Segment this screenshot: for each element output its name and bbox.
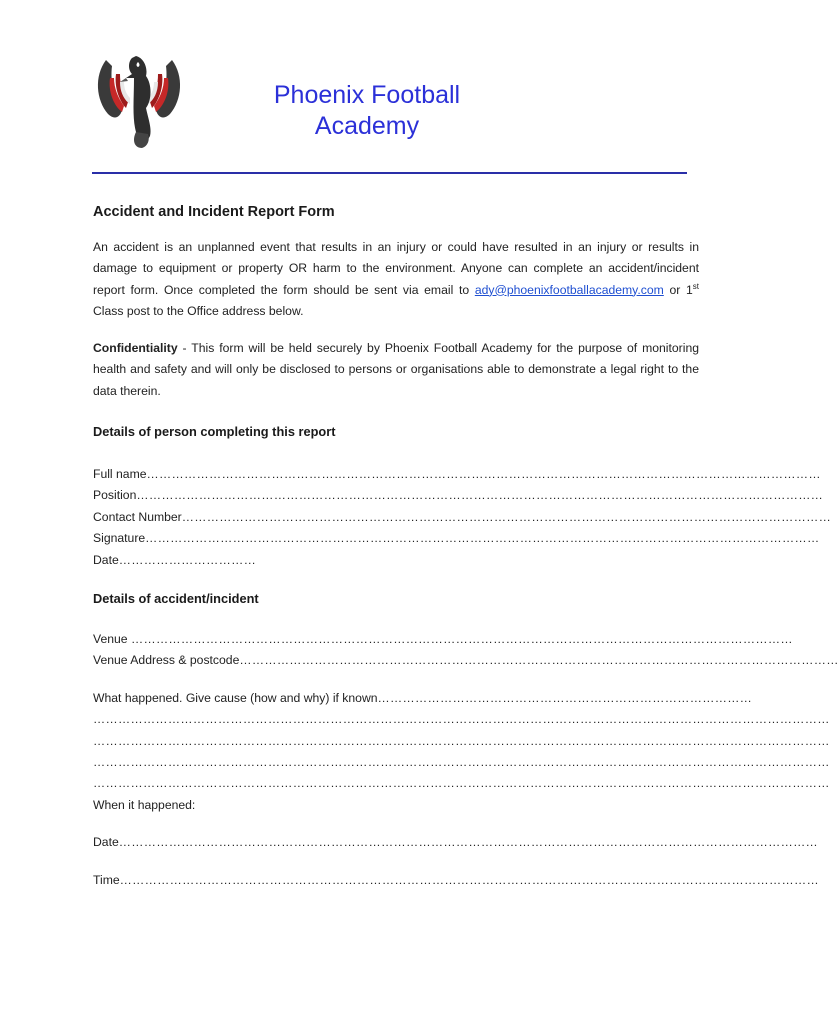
signature-label: Signature <box>93 531 146 546</box>
venue-address-field[interactable]: Venue Address & postcode……………………………………………………………………………………………………………………………… <box>93 653 839 668</box>
incident-time-field[interactable]: Time…………………………………………………………………………………………………………………………………………………… <box>93 872 819 887</box>
venue-field[interactable]: Venue …………………………………………………………………………………………………………………………………………… <box>93 632 793 647</box>
incident-time-label: Time <box>93 872 120 887</box>
incident-date-field[interactable]: Date…………………………………………………………………………………………………………………………………………………… <box>93 835 819 850</box>
person-section-heading: Details of person completing this report <box>93 424 336 440</box>
organisation-title-line-2: Academy <box>314 112 420 140</box>
what-happened-line-5[interactable]: …………………………………………………………………………………………………………………………………………………………… <box>93 776 830 791</box>
phoenix-logo <box>92 48 186 150</box>
date-field[interactable]: Date…………………………… <box>93 552 257 567</box>
date-label: Date <box>93 552 119 567</box>
what-happened-line-3[interactable]: …………………………………………………………………………………………………………………………………………………………… <box>93 733 830 748</box>
full-name-label: Full name <box>93 467 147 482</box>
what-happened-line-2[interactable]: …………………………………………………………………………………………………………………………………………………………… <box>93 712 830 727</box>
email-link[interactable]: ady@phoenixfootballacademy.com <box>474 282 664 297</box>
intro-post-1: or 1 <box>663 282 693 297</box>
what-happened-line-4[interactable]: …………………………………………………………………………………………………………………………………………………………… <box>93 754 830 769</box>
venue-address-label: Venue Address & postcode <box>93 653 240 668</box>
incident-date-label: Date <box>93 835 119 850</box>
venue-label: Venue <box>93 632 131 647</box>
form-title: Accident and Incident Report Form <box>93 204 335 220</box>
intro-text: An accident is an unplanned event that results in an injury or could have resulted in an injury or results in damage to equipment or property OR harm to the environment. Anyone can complete an accident/incident report form. Once completed the form should be sent via email to <box>93 240 699 297</box>
intro-post-2: Class post to the Office address below. <box>93 303 304 318</box>
what-happened-label: What happened. Give cause (how and why) if known <box>93 690 378 705</box>
signature-field[interactable]: Signature……………………………………………………………………………………………………………………………………………… <box>93 531 820 546</box>
organisation-title <box>246 80 488 142</box>
contact-number-field[interactable]: Contact Number………………………………………………………………………………………………………………………………………… <box>93 509 832 524</box>
position-field[interactable]: Position………………………………………………………………………………………………………………………………………………… <box>93 488 824 503</box>
when-happened-label: When it happened: <box>93 797 196 812</box>
confidentiality-paragraph <box>93 338 699 402</box>
header-divider <box>92 172 687 174</box>
full-name-field[interactable]: Full name……………………………………………………………………………………………………………………………………………… <box>93 467 821 482</box>
what-happened-field[interactable]: What happened. Give cause (how and why) if known……………………………………………………………………………… <box>93 690 753 705</box>
confidentiality-label: Confidentiality <box>93 341 178 356</box>
position-label: Position <box>93 488 137 503</box>
organisation-title-line-1: Phoenix Football <box>273 81 461 109</box>
intro-superscript: st <box>692 281 700 291</box>
confidentiality-text: - This form will be held securely by Phoenix Football Academy for the purpose of monitoring health and safety and will only be disclosed to persons or organisations able to demonstrate a legal right to the data therein. <box>93 341 699 398</box>
intro-paragraph <box>93 237 699 322</box>
incident-section-heading: Details of accident/incident <box>93 591 259 607</box>
contact-number-label: Contact Number <box>93 509 182 524</box>
form-body <box>93 201 839 891</box>
